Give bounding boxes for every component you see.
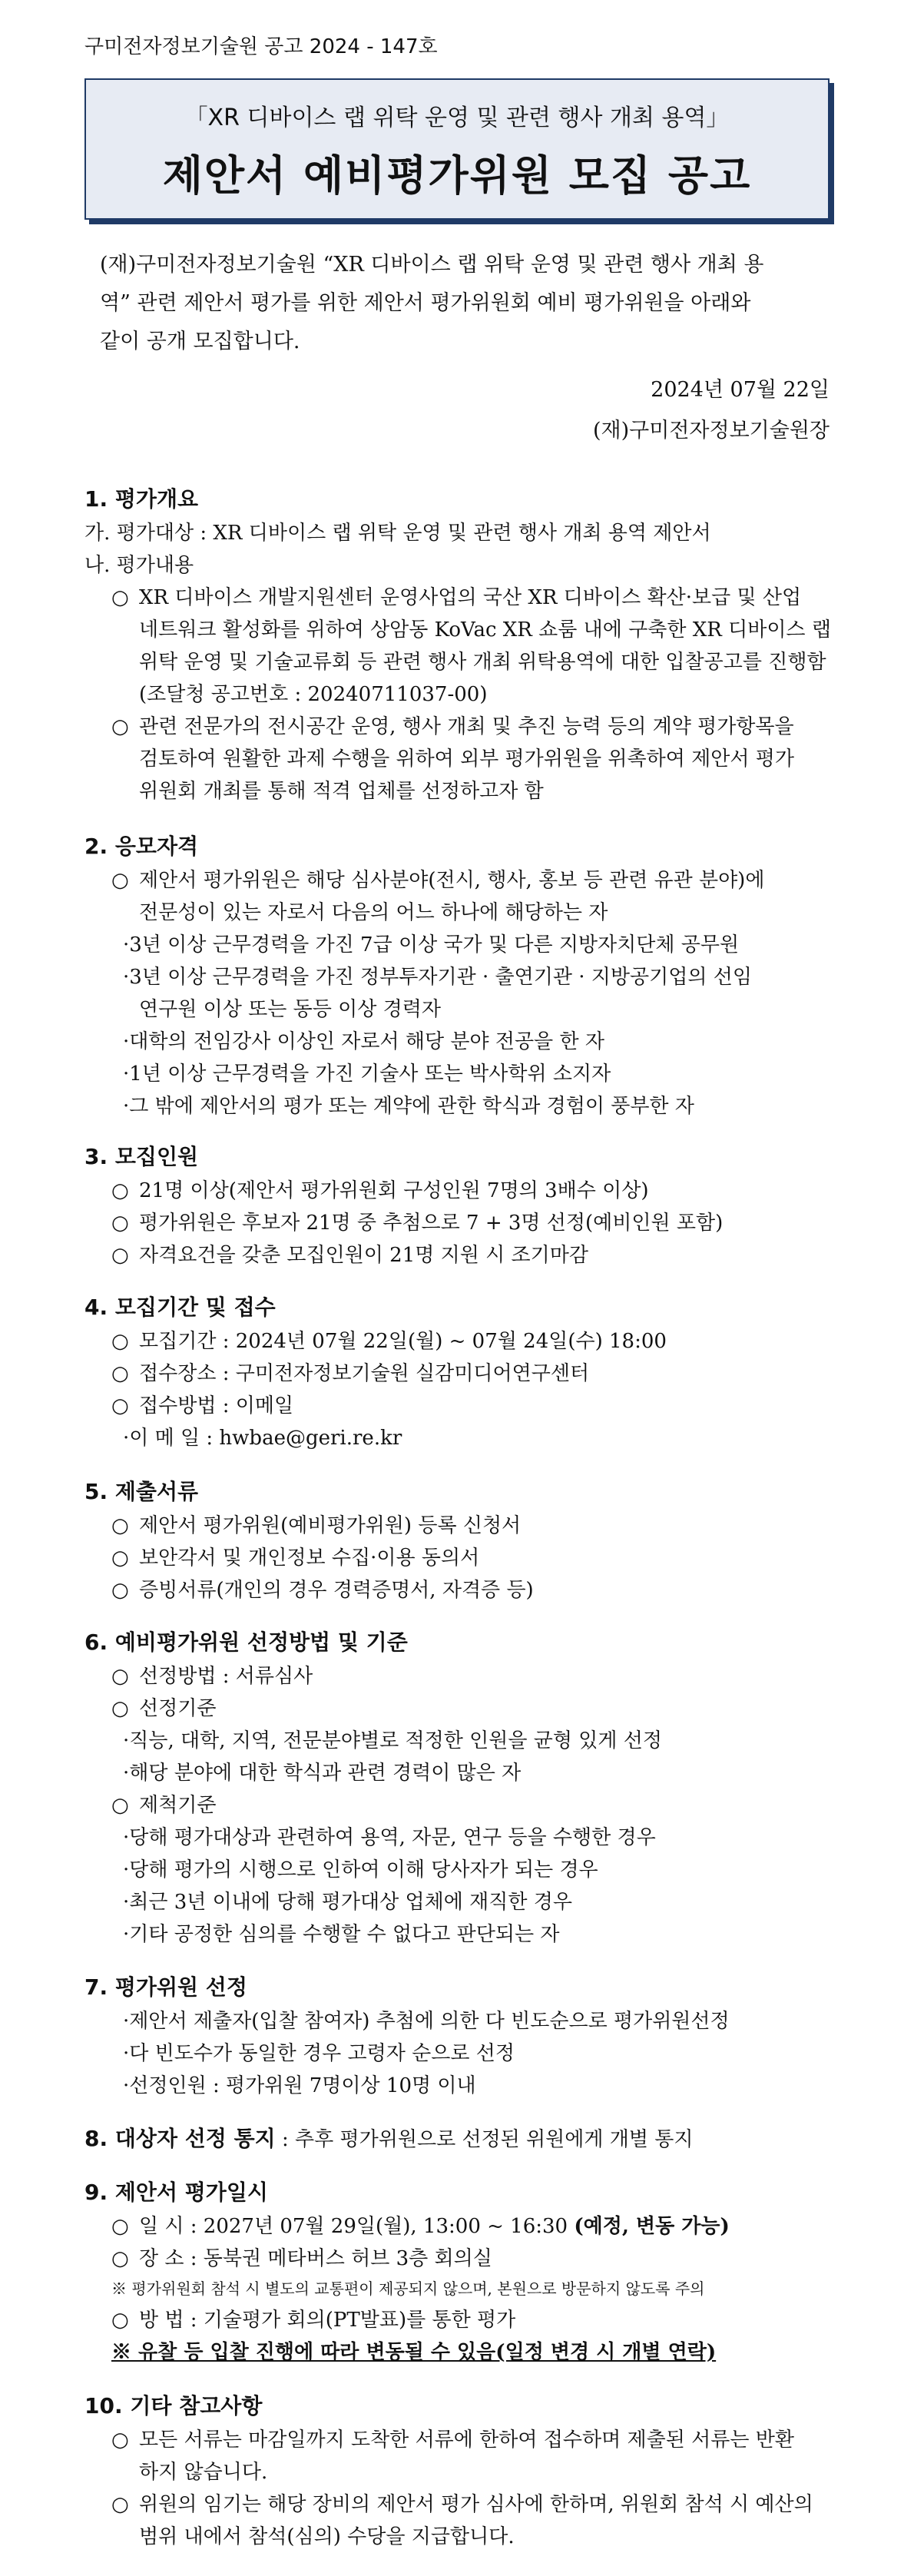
section-1-line: 네트워크 활성화를 위하여 상암동 KoVac XR 쇼룸 내에 구축한 XR 디바이스 랩 (139, 618, 831, 642)
section-1-line: 검토하여 원활한 과제 수행을 위하여 외부 평가위원을 위촉하여 제안서 평가 (139, 748, 794, 771)
section-9-bullet-method: ○ 방 법 : 기술평가 회의(PT발표)를 통한 평가 (111, 2309, 516, 2332)
email-line: ·이 메 일 : hwbae@geri.re.kr (123, 1427, 402, 1450)
section-6-line: ·해당 분야에 대한 학식과 관련 경력이 많은 자 (123, 1762, 522, 1785)
section-1-item-a: 가. 평가대상 : XR 디바이스 랩 위탁 운영 및 관련 행사 개최 용역 제안서 (84, 522, 711, 545)
section-2-title: 2. 응모자격 (84, 834, 199, 859)
circle-bullet-icon: ○ (111, 2215, 129, 2238)
section-1-bullet-1: ○ XR 디바이스 개발지원센터 운영사업의 국산 XR 디바이스 확산·보급 및 산업 (111, 586, 802, 609)
circle-bullet-icon: ○ (111, 2428, 129, 2452)
section-10-line: 하지 않습니다. (139, 2461, 268, 2484)
circle-bullet-icon: ○ (111, 2309, 129, 2332)
section-8-text: : 추후 평가위원으로 선정된 위원에게 개별 통지 (275, 2128, 694, 2151)
section-6-bullet: ○ 제척기준 (111, 1794, 217, 1817)
circle-bullet-icon: ○ (111, 1244, 129, 1267)
circle-bullet-icon: ○ (111, 1179, 129, 1202)
circle-bullet-icon: ○ (111, 1547, 129, 1570)
section-4-bullet: ○ 접수장소 : 구미전자정보기술원 실감미디어연구센터 (111, 1362, 590, 1385)
section-6-line: ·당해 평가의 시행으로 인하여 이해 당사자가 되는 경우 (123, 1858, 598, 1881)
intro-line: (재)구미전자정보기술원 “XR 디바이스 랩 위탁 운영 및 관련 행사 개최 용 (100, 253, 764, 277)
section-3-bullet: ○ 평가위원은 후보자 21명 중 추첨으로 7 + 3명 선정(예비인원 포함) (111, 1212, 724, 1235)
section-5-title: 5. 제출서류 (84, 1479, 199, 1504)
section-2-line: 전문성이 있는 자로서 다음의 어느 하나에 해당하는 자 (139, 901, 608, 924)
section-10-bullet: ○ 모든 서류는 마감일까지 도착한 서류에 한하여 접수하며 제출된 서류는 반환 (111, 2428, 794, 2452)
title-subtitle: 「XR 디바이스 랩 위탁 운영 및 관련 행사 개최 용역」 (184, 104, 730, 131)
section-9-bullet-place: ○ 장 소 : 동북권 메타버스 허브 3층 회의실 (111, 2247, 492, 2270)
circle-bullet-icon: ○ (111, 1212, 129, 1235)
section-7-line: ·다 빈도수가 동일한 경우 고령자 순으로 선정 (123, 2042, 515, 2065)
section-1-line: 위탁 운영 및 기술교류회 등 관련 행사 개최 위탁용역에 대한 입찰공고를 진행함 (139, 651, 826, 674)
section-4-title: 4. 모집기간 및 접수 (84, 1295, 276, 1320)
section-3-title: 3. 모집인원 (84, 1144, 199, 1169)
section-1-line: (조달청 공고번호 : 20240711037-00) (139, 683, 488, 706)
section-9-note: ※ 평가위원회 참석 시 별도의 교통편이 제공되지 않으며, 본원으로 방문하지 않도록 주의 (111, 2279, 705, 2298)
section-10-title: 10. 기타 참고사항 (84, 2393, 263, 2419)
section-2-line: ·3년 이상 근무경력을 가진 정부투자기관 · 출연기관 · 지방공기업의 선임 (123, 966, 752, 989)
section-5-bullet: ○ 보안각서 및 개인정보 수집·이용 동의서 (111, 1547, 480, 1570)
circle-bullet-icon: ○ (111, 2247, 129, 2270)
circle-bullet-icon: ○ (111, 1794, 129, 1817)
intro-paragraph (100, 246, 830, 361)
section-4-bullet: ○ 접수방법 : 이메일 (111, 1394, 294, 1417)
section-1-item-b: 나. 평가내용 (84, 554, 194, 577)
section-9-notice: ※ 유찰 등 입찰 진행에 따라 변동될 수 있음(일정 변경 시 개별 연락) (111, 2341, 717, 2364)
section-6-title: 6. 예비평가위원 선정방법 및 기준 (84, 1629, 408, 1655)
doc-number: 구미전자정보기술원 공고 2024 - 147호 (84, 35, 438, 58)
section-10-line: 범위 내에서 참석(심의) 수당을 지급합니다. (139, 2525, 515, 2548)
section-6-bullet: ○ 선정방법 : 서류심사 (111, 1665, 313, 1688)
section-6-bullet: ○ 선정기준 (111, 1697, 217, 1720)
section-1-bullet-2: ○ 관련 전문가의 전시공간 운영, 행사 개최 및 추진 능력 등의 계약 평가항목을 (111, 715, 794, 738)
section-4-bullet: ○ 모집기간 : 2024년 07월 22일(월) ~ 07월 24일(수) 18:00 (111, 1330, 667, 1353)
intro-line: 역” 관련 제안서 평가를 위한 제안서 평가위원회 예비 평가위원을 아래와 (100, 291, 751, 315)
circle-bullet-icon: ○ (111, 1394, 129, 1417)
intro-line: 같이 공개 모집합니다. (100, 330, 300, 353)
section-3-bullet: ○ 자격요건을 갖춘 모집인원이 21명 지원 시 조기마감 (111, 1244, 588, 1267)
section-9-bullet-time: ○ 일 시 : 2027년 07월 29일(월), 13:00 ~ 16:30 (예정, 변동 가능) (111, 2215, 730, 2238)
section-2-line: ·대학의 전임강사 이상인 자로서 해당 분야 전공을 한 자 (123, 1030, 604, 1053)
section-2-line: 연구원 이상 또는 동등 이상 경력자 (139, 998, 441, 1021)
section-2-bullet-1: ○ 제안서 평가위원은 해당 심사분야(전시, 행사, 홍보 등 관련 유관 분야)에 (111, 869, 765, 892)
section-6-line: ·기타 공정한 심의를 수행할 수 없다고 판단되는 자 (123, 1923, 560, 1946)
circle-bullet-icon: ○ (111, 1514, 129, 1537)
section-10-bullet: ○ 위원의 임기는 해당 장비의 제안서 평가 심사에 한하며, 위원회 참석 시 예산의 (111, 2493, 813, 2516)
circle-bullet-icon: ○ (111, 1362, 129, 1385)
section-7-line: ·제안서 제출자(입찰 참여자) 추첨에 의한 다 빈도순으로 평가위원선정 (123, 2010, 730, 2033)
circle-bullet-icon: ○ (111, 1697, 129, 1720)
circle-bullet-icon: ○ (111, 715, 129, 738)
circle-bullet-icon: ○ (111, 1579, 129, 1602)
title-box (84, 78, 830, 220)
section-9-title: 9. 제안서 평가일시 (84, 2180, 268, 2205)
section-6-line: ·당해 평가대상과 관련하여 용역, 자문, 연구 등을 수행한 경우 (123, 1826, 656, 1849)
section-7-title: 7. 평가위원 선정 (84, 1974, 247, 2000)
section-6-line: ·최근 3년 이내에 당해 평가대상 업체에 재직한 경우 (123, 1891, 572, 1914)
page-title: 제안서 예비평가위원 모집 공고 (162, 151, 752, 200)
announcement-date: 2024년 07월 22일 (651, 378, 830, 402)
section-5-bullet: ○ 증빙서류(개인의 경우 경력증명서, 자격증 등) (111, 1579, 534, 1602)
section-7-line: ·선정인원 : 평가위원 7명이상 10명 이내 (123, 2074, 476, 2097)
section-6-line: ·직능, 대학, 지역, 전문분야별로 적정한 인원을 균형 있게 선정 (123, 1729, 662, 1752)
section-2-line: ·1년 이상 근무경력을 가진 기술사 또는 박사학위 소지자 (123, 1063, 611, 1086)
section-5-bullet: ○ 제안서 평가위원(예비평가위원) 등록 신청서 (111, 1514, 522, 1537)
section-2-line: ·그 밖에 제안서의 평가 또는 계약에 관한 학식과 경험이 풍부한 자 (123, 1095, 694, 1118)
circle-bullet-icon: ○ (111, 2493, 129, 2516)
issuer-name: (재)구미전자정보기술원장 (593, 419, 830, 443)
circle-bullet-icon: ○ (111, 1665, 129, 1688)
section-1-title: 1. 평가개요 (84, 486, 199, 512)
section-1-line: 위원회 개최를 통해 적격 업체를 선정하고자 함 (139, 780, 544, 803)
section-3-bullet: ○ 21명 이상(제안서 평가위원회 구성인원 7명의 3배수 이상) (111, 1179, 649, 1202)
circle-bullet-icon: ○ (111, 1330, 129, 1353)
circle-bullet-icon: ○ (111, 869, 129, 892)
section-8 (84, 2122, 694, 2153)
section-2-line: ·3년 이상 근무경력을 가진 7급 이상 국가 및 다른 지방자치단체 공무원 (123, 933, 740, 956)
section-8-title: 8. 대상자 선정 통지 (84, 2126, 276, 2151)
circle-bullet-icon: ○ (111, 586, 129, 609)
